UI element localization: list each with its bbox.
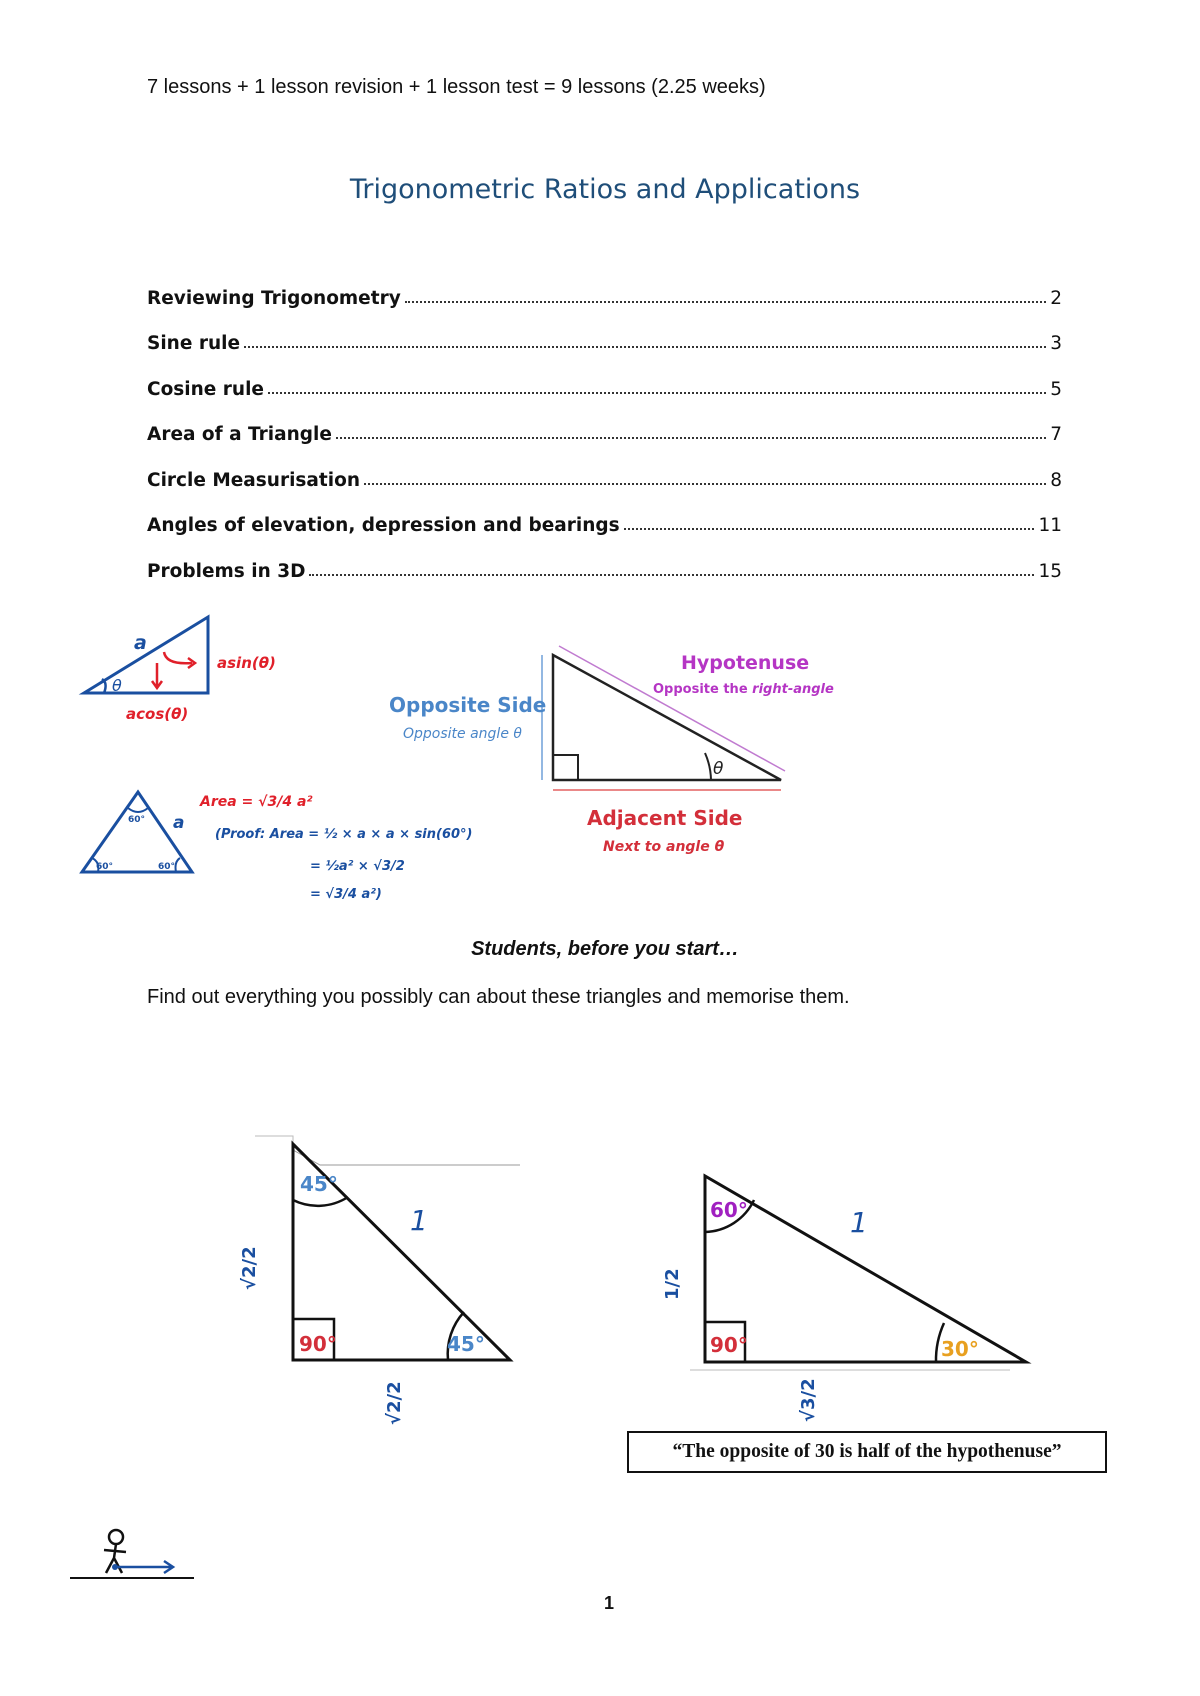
instruction-text: Find out everything you possibly can about these triangles and memorise them. (147, 986, 850, 1008)
angle-top-label: 45° (300, 1172, 338, 1196)
students-heading: Students, before you start… (471, 938, 739, 960)
head (109, 1530, 123, 1544)
horizontal-side-label: √2/2 (384, 1381, 405, 1425)
toc-label: Angles of elevation, depression and bearings (147, 515, 620, 536)
side-label: a (173, 813, 185, 833)
hypotenuse-label: 1 (850, 1206, 868, 1239)
lesson-summary: 7 lessons + 1 lesson revision + 1 lesson test = 9 lessons (2.25 weeks) (147, 76, 766, 98)
handwritten-right-triangle (70, 605, 320, 730)
toc-leader (268, 392, 1046, 394)
memory-tip-box (627, 1431, 1107, 1473)
toc-label: Cosine rule (147, 378, 264, 400)
toc-label: Sine rule (147, 333, 241, 354)
angle-bottom-label: 45° (447, 1332, 485, 1356)
right-angle-label: 90° (299, 1332, 337, 1356)
angle-label-right: 60° (158, 862, 176, 872)
toc-leader (624, 528, 1035, 530)
toc-page: 3 (1050, 333, 1062, 354)
right-angle-marker (553, 755, 578, 780)
right-angle-label: 90° (710, 1333, 748, 1357)
vertical-side-label: 1/2 (662, 1268, 683, 1300)
triangle-outline (84, 617, 208, 693)
toc-entry[interactable] (147, 400, 1062, 446)
adj-label: acos(θ) (126, 705, 189, 723)
toc-entry[interactable] (147, 491, 1062, 537)
red-arrow-down (152, 663, 162, 688)
toc-page: 5 (1050, 378, 1062, 400)
table-of-contents (147, 263, 1062, 582)
memory-tip-text: “The opposite of 30 is half of the hypothenuse” (672, 1441, 1062, 1462)
hypotenuse-title: Hypotenuse (681, 652, 810, 674)
toc-page: 8 (1050, 469, 1062, 491)
document-title: Trigonometric Ratios and Applications (349, 174, 861, 205)
toc-label: Problems in 3D (147, 560, 306, 582)
angle-arc (705, 753, 711, 780)
toc-label: Area of a Triangle (147, 424, 332, 445)
opp-label: asin(θ) (217, 654, 276, 672)
toc-entry[interactable] (147, 309, 1062, 355)
hyp-label: a (134, 632, 147, 654)
red-arrow-right (164, 652, 192, 663)
angle-arc (176, 858, 181, 872)
toc-entry[interactable] (147, 354, 1062, 400)
toc-leader (364, 483, 1046, 485)
angle-arc-top (293, 1197, 348, 1206)
triangle-30-60-90 (650, 1160, 1050, 1430)
toc-page: 2 (1050, 287, 1062, 309)
angle-label-left: 60° (96, 862, 114, 872)
angle-theta: θ (713, 759, 724, 779)
area-formula: Area = √3/4 a² (200, 794, 313, 810)
toc-leader (405, 301, 1046, 303)
proof-line: (Proof: Area = ½ × a × a × sin(60°) (215, 827, 473, 842)
toc-leader (309, 574, 1034, 576)
proof-step-1: = ½a² × √3/2 (310, 859, 405, 874)
proof-step-2: = √3/4 a²) (310, 887, 382, 902)
hypotenuse-label: 1 (410, 1204, 428, 1237)
toc-leader (244, 346, 1046, 348)
triangle-sides-diagram (385, 640, 855, 870)
angle-arc (128, 808, 148, 812)
toc-leader (336, 437, 1046, 439)
arrow-tail-dot (112, 1564, 118, 1570)
opposite-title: Opposite Side (389, 693, 547, 717)
angle-label: θ (112, 676, 122, 695)
toc-entry[interactable] (147, 536, 1062, 582)
angle-bottom-label: 30° (941, 1337, 979, 1361)
toc-label: Circle Measurisation (147, 469, 360, 491)
arrow-right-icon (116, 1561, 173, 1573)
toc-page: 11 (1038, 515, 1062, 536)
angle-top-label: 60° (710, 1198, 748, 1222)
stick-figure-icon (68, 1528, 198, 1588)
toc-page: 15 (1038, 560, 1062, 582)
opposite-subtitle: Opposite angle θ (403, 726, 522, 742)
horizontal-side-label: √3/2 (798, 1378, 819, 1422)
angle-label-top: 60° (128, 815, 146, 825)
adjacent-title: Adjacent Side (587, 806, 743, 830)
scan-edge (255, 1136, 293, 1360)
toc-page: 7 (1050, 424, 1062, 445)
toc-label: Reviewing Trigonometry (147, 287, 401, 309)
toc-entry[interactable] (147, 263, 1062, 309)
vertical-side-label: √2/2 (239, 1246, 260, 1290)
scan-edge (293, 1150, 520, 1165)
toc-entry[interactable] (147, 445, 1062, 491)
triangle-45-45-90 (200, 1130, 530, 1440)
hypotenuse-subtitle: Opposite the right-angle (653, 682, 834, 697)
adjacent-subtitle: Next to angle θ (603, 839, 725, 855)
page-number: 1 (603, 1593, 614, 1613)
